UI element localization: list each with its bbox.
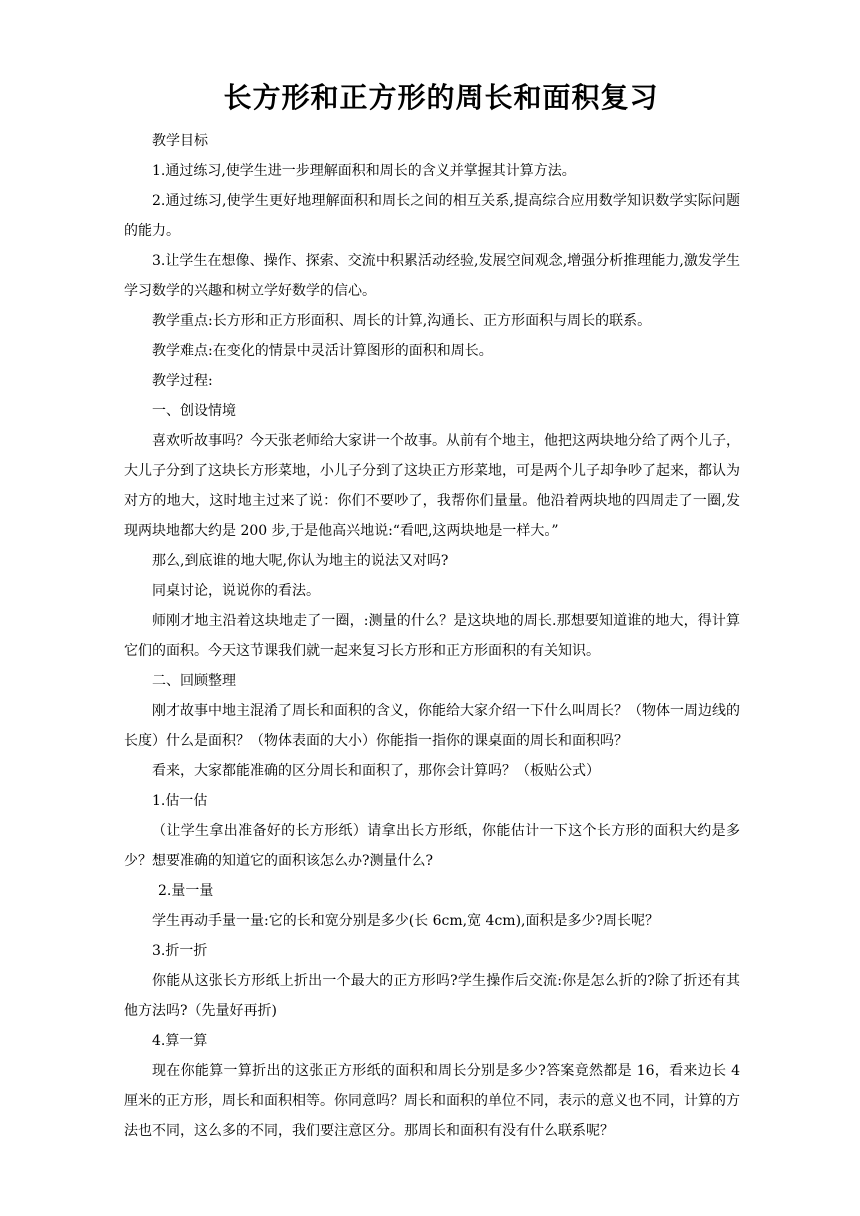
paragraph-difficulties: 教学难点:在变化的情景中灵活计算图形的面积和周长。 (152, 343, 493, 359)
paragraph-teacher-intro: 师刚才地主沿着这块地走了一圈，:测量的什么？是这块地的周长.那想要知道谁的地大，得计算它们的面积。今天这节课我们就一起来复习长方形和正方形面积的有关知识。 (124, 613, 740, 659)
step-heading-calculate: 4.算一算 (152, 1033, 208, 1049)
step-heading-estimate: 1.估一估 (152, 793, 208, 809)
paragraph-goal-1: 1.通过练习,使学生进一步理解面积和周长的含义并掌握其计算方法。 (152, 163, 576, 179)
document-page (124, 70, 740, 1146)
step-heading-measure: 2.量一量 (158, 883, 214, 899)
paragraph-formulas: 看来，大家都能准确的区分周长和面积了，那你会计算吗？（板贴公式） (152, 763, 600, 779)
paragraph-fold: 你能从这张长方形纸上折出一个最大的正方形吗?学生操作后交流:你是怎么折的?除了折还有其他方法吗?（先量好再折) (124, 973, 740, 1019)
paragraph-goal-3: 3.让学生在想像、操作、探索、交流中积累活动经验,发展空间观念,增强分析推理能力,激发学生学习数学的兴趣和树立学好数学的信心。 (124, 253, 740, 299)
section-heading-scenario: 一、创设情境 (152, 403, 236, 419)
paragraph-measure: 学生再动手量一量:它的长和宽分别是多少(长 6cm,宽 4cm),面积是多少?周长呢？ (152, 913, 659, 929)
paragraph-concepts: 刚才故事中地主混淆了周长和面积的含义，你能给大家介绍一下什么叫周长？（物体一周边线的长度）什么是面积？（物体表面的大小）你能指一指你的课桌面的周长和面积吗？ (124, 703, 740, 749)
paragraph-question: 那么,到底谁的地大呢,你认为地主的说法又对吗? (152, 553, 449, 569)
paragraph-story: 喜欢听故事吗？今天张老师给大家讲一个故事。从前有个地主，他把这两块地分给了两个儿子，大儿子分到了这块长方形菜地，小儿子分到了这块正方形菜地，可是两个儿子却争吵了起来，都认为对方的地大，这时地主过来了说：你们不要吵了，我帮你们量量。他沿着两块地的四周走了一圈,发现两块地都大约是 200 步,于是他高兴地说:“看吧,这两块地是一样大。” (124, 433, 740, 539)
section-heading-review: 二、回顾整理 (152, 673, 236, 689)
paragraph-key-points: 教学重点:长方形和正方形面积、周长的计算,沟通长、正方形面积与周长的联系。 (152, 313, 652, 329)
document-title: 长方形和正方形的周长和面积复习 (223, 81, 659, 114)
paragraph-process-heading: 教学过程: (152, 373, 213, 389)
paragraph-discussion: 同桌讨论，说说你的看法。 (152, 583, 320, 599)
paragraph-teaching-goals-heading: 教学目标 (152, 133, 208, 149)
paragraph-calculate: 现在你能算一算折出的这张正方形纸的面积和周长分别是多少?答案竟然都是 16，看来边长 4 厘米的正方形，周长和面积相等。你同意吗？周长和面积的单位不同，表示的意义也不同，计算的方法也不同，这么多的不同，我们要注意区分。那周长和面积有没有什么联系呢？ (124, 1063, 740, 1139)
paragraph-estimate: （让学生拿出准备好的长方形纸）请拿出长方形纸，你能估计一下这个长方形的面积大约是多少？想要准确的知道它的面积该怎么办?测量什么? (124, 823, 740, 869)
step-heading-fold: 3.折一折 (152, 943, 208, 959)
paragraph-goal-2: 2.通过练习,使学生更好地理解面积和周长之间的相互关系,提高综合应用数学知识数学实际问题的能力。 (124, 193, 740, 239)
